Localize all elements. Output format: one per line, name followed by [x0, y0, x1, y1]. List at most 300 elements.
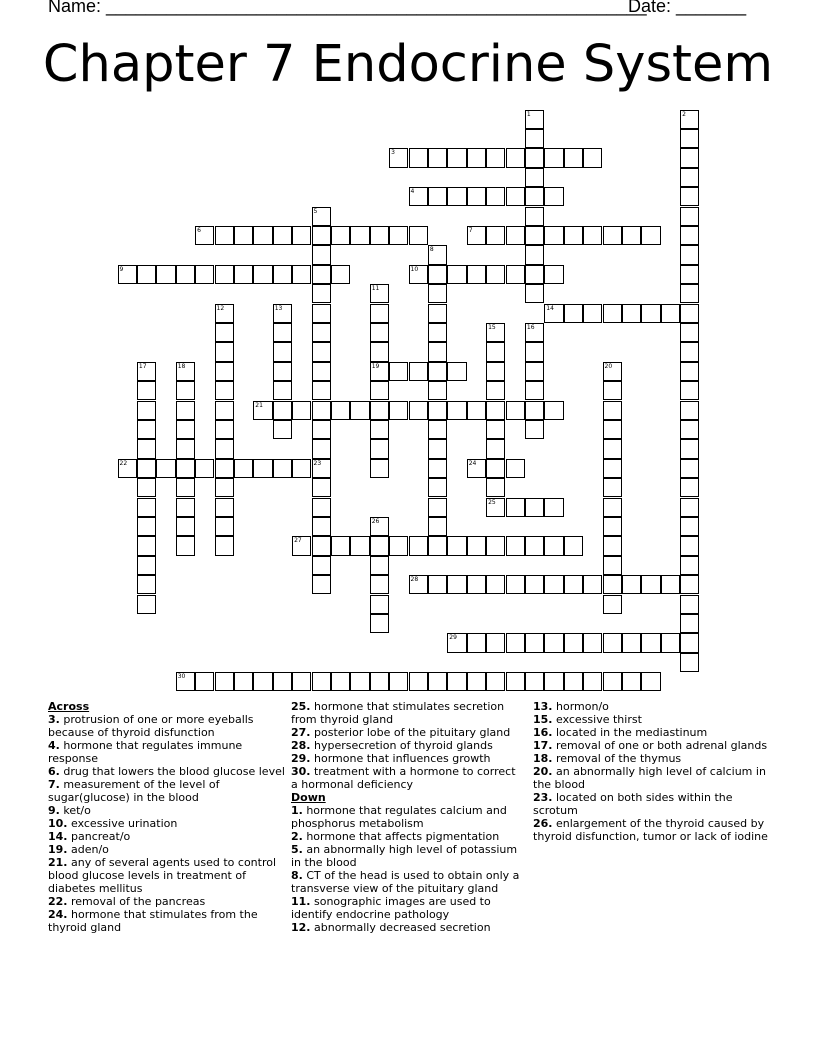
grid-cell[interactable]	[544, 536, 563, 555]
grid-cell[interactable]	[564, 575, 583, 594]
grid-cell[interactable]	[409, 187, 428, 206]
grid-cell[interactable]	[525, 323, 544, 342]
grid-cell[interactable]	[312, 517, 331, 536]
grid-cell[interactable]	[215, 362, 234, 381]
grid-cell[interactable]	[467, 672, 486, 691]
grid-cell[interactable]	[370, 614, 389, 633]
grid-cell[interactable]	[389, 536, 408, 555]
grid-cell[interactable]	[312, 226, 331, 245]
grid-cell[interactable]	[273, 226, 292, 245]
grid-cell[interactable]	[486, 536, 505, 555]
grid-cell[interactable]	[467, 536, 486, 555]
grid-cell[interactable]	[680, 517, 699, 536]
grid-cell[interactable]	[680, 595, 699, 614]
grid-cell[interactable]	[525, 187, 544, 206]
grid-cell[interactable]	[370, 459, 389, 478]
grid-cell[interactable]	[622, 672, 641, 691]
grid-cell[interactable]	[486, 226, 505, 245]
grid-cell[interactable]	[486, 439, 505, 458]
grid-cell[interactable]	[603, 226, 622, 245]
grid-cell[interactable]	[680, 245, 699, 264]
grid-cell[interactable]	[389, 672, 408, 691]
grid-cell[interactable]	[234, 226, 253, 245]
grid-cell[interactable]	[195, 672, 214, 691]
grid-cell[interactable]	[176, 265, 195, 284]
grid-cell[interactable]	[603, 595, 622, 614]
grid-cell[interactable]	[331, 265, 350, 284]
grid-cell[interactable]	[137, 459, 156, 478]
grid-cell[interactable]	[486, 342, 505, 361]
grid-cell[interactable]	[176, 478, 195, 497]
grid-cell[interactable]	[661, 575, 680, 594]
grid-cell[interactable]	[447, 575, 466, 594]
grid-cell[interactable]	[506, 498, 525, 517]
grid-cell[interactable]	[603, 459, 622, 478]
grid-cell[interactable]	[603, 304, 622, 323]
grid-cell[interactable]	[486, 148, 505, 167]
grid-cell[interactable]	[680, 575, 699, 594]
grid-cell[interactable]	[409, 148, 428, 167]
grid-cell[interactable]	[137, 556, 156, 575]
grid-cell[interactable]	[273, 459, 292, 478]
grid-cell[interactable]	[525, 129, 544, 148]
grid-cell[interactable]	[486, 265, 505, 284]
grid-cell[interactable]	[176, 401, 195, 420]
grid-cell[interactable]	[428, 536, 447, 555]
grid-cell[interactable]	[176, 517, 195, 536]
grid-cell[interactable]	[467, 633, 486, 652]
grid-cell[interactable]	[467, 459, 486, 478]
grid-cell[interactable]	[176, 536, 195, 555]
grid-cell[interactable]	[137, 381, 156, 400]
grid-cell[interactable]	[350, 536, 369, 555]
grid-cell[interactable]	[176, 672, 195, 691]
grid-cell[interactable]	[389, 148, 408, 167]
grid-cell[interactable]	[447, 672, 466, 691]
grid-cell[interactable]	[525, 168, 544, 187]
grid-cell[interactable]	[544, 265, 563, 284]
grid-cell[interactable]	[428, 439, 447, 458]
grid-cell[interactable]	[389, 226, 408, 245]
grid-cell[interactable]	[661, 633, 680, 652]
grid-cell[interactable]	[680, 653, 699, 672]
grid-cell[interactable]	[215, 498, 234, 517]
grid-cell[interactable]	[486, 672, 505, 691]
grid-cell[interactable]	[506, 536, 525, 555]
grid-cell[interactable]	[467, 265, 486, 284]
grid-cell[interactable]	[273, 342, 292, 361]
grid-cell[interactable]	[253, 401, 272, 420]
grid-cell[interactable]	[680, 187, 699, 206]
grid-cell[interactable]	[370, 595, 389, 614]
grid-cell[interactable]	[525, 207, 544, 226]
grid-cell[interactable]	[428, 672, 447, 691]
grid-cell[interactable]	[370, 304, 389, 323]
grid-cell[interactable]	[467, 401, 486, 420]
grid-cell[interactable]	[525, 110, 544, 129]
grid-cell[interactable]	[544, 226, 563, 245]
grid-cell[interactable]	[467, 148, 486, 167]
grid-cell[interactable]	[176, 420, 195, 439]
grid-cell[interactable]	[331, 401, 350, 420]
grid-cell[interactable]	[583, 575, 602, 594]
grid-cell[interactable]	[603, 556, 622, 575]
grid-cell[interactable]	[176, 439, 195, 458]
grid-cell[interactable]	[622, 633, 641, 652]
grid-cell[interactable]	[486, 323, 505, 342]
grid-cell[interactable]	[370, 517, 389, 536]
grid-cell[interactable]	[680, 478, 699, 497]
grid-cell[interactable]	[428, 498, 447, 517]
grid-cell[interactable]	[253, 226, 272, 245]
grid-cell[interactable]	[680, 110, 699, 129]
grid-cell[interactable]	[312, 420, 331, 439]
grid-cell[interactable]	[331, 226, 350, 245]
grid-cell[interactable]	[467, 575, 486, 594]
grid-cell[interactable]	[176, 498, 195, 517]
grid-cell[interactable]	[428, 148, 447, 167]
grid-cell[interactable]	[564, 672, 583, 691]
grid-cell[interactable]	[641, 633, 660, 652]
grid-cell[interactable]	[195, 265, 214, 284]
grid-cell[interactable]	[428, 459, 447, 478]
grid-cell[interactable]	[312, 362, 331, 381]
grid-cell[interactable]	[680, 148, 699, 167]
grid-cell[interactable]	[215, 226, 234, 245]
grid-cell[interactable]	[292, 672, 311, 691]
grid-cell[interactable]	[312, 245, 331, 264]
grid-cell[interactable]	[428, 517, 447, 536]
grid-cell[interactable]	[506, 187, 525, 206]
grid-cell[interactable]	[641, 672, 660, 691]
grid-cell[interactable]	[428, 478, 447, 497]
grid-cell[interactable]	[292, 265, 311, 284]
grid-cell[interactable]	[583, 304, 602, 323]
grid-cell[interactable]	[428, 304, 447, 323]
grid-cell[interactable]	[215, 478, 234, 497]
grid-cell[interactable]	[603, 536, 622, 555]
grid-cell[interactable]	[312, 536, 331, 555]
grid-cell[interactable]	[370, 381, 389, 400]
grid-cell[interactable]	[215, 459, 234, 478]
grid-cell[interactable]	[603, 420, 622, 439]
grid-cell[interactable]	[680, 498, 699, 517]
grid-cell[interactable]	[253, 672, 272, 691]
grid-cell[interactable]	[409, 226, 428, 245]
grid-cell[interactable]	[486, 498, 505, 517]
grid-cell[interactable]	[137, 517, 156, 536]
grid-cell[interactable]	[622, 304, 641, 323]
grid-cell[interactable]	[467, 226, 486, 245]
grid-cell[interactable]	[350, 401, 369, 420]
grid-cell[interactable]	[622, 226, 641, 245]
grid-cell[interactable]	[544, 498, 563, 517]
grid-cell[interactable]	[428, 575, 447, 594]
grid-cell[interactable]	[292, 226, 311, 245]
grid-cell[interactable]	[603, 498, 622, 517]
grid-cell[interactable]	[680, 284, 699, 303]
grid-cell[interactable]	[331, 672, 350, 691]
grid-cell[interactable]	[370, 439, 389, 458]
grid-cell[interactable]	[525, 536, 544, 555]
grid-cell[interactable]	[525, 420, 544, 439]
grid-cell[interactable]	[370, 575, 389, 594]
grid-cell[interactable]	[603, 401, 622, 420]
grid-cell[interactable]	[603, 672, 622, 691]
grid-cell[interactable]	[312, 284, 331, 303]
grid-cell[interactable]	[564, 304, 583, 323]
grid-cell[interactable]	[234, 459, 253, 478]
grid-cell[interactable]	[428, 401, 447, 420]
grid-cell[interactable]	[370, 362, 389, 381]
grid-cell[interactable]	[428, 284, 447, 303]
grid-cell[interactable]	[312, 498, 331, 517]
grid-cell[interactable]	[544, 187, 563, 206]
grid-cell[interactable]	[428, 381, 447, 400]
grid-cell[interactable]	[195, 226, 214, 245]
grid-cell[interactable]	[370, 284, 389, 303]
grid-cell[interactable]	[603, 439, 622, 458]
grid-cell[interactable]	[215, 536, 234, 555]
grid-cell[interactable]	[273, 265, 292, 284]
grid-cell[interactable]	[486, 187, 505, 206]
grid-cell[interactable]	[137, 420, 156, 439]
grid-cell[interactable]	[525, 633, 544, 652]
grid-cell[interactable]	[370, 672, 389, 691]
grid-cell[interactable]	[428, 323, 447, 342]
grid-cell[interactable]	[176, 381, 195, 400]
grid-cell[interactable]	[137, 265, 156, 284]
grid-cell[interactable]	[370, 323, 389, 342]
grid-cell[interactable]	[370, 536, 389, 555]
grid-cell[interactable]	[312, 459, 331, 478]
grid-cell[interactable]	[409, 672, 428, 691]
grid-cell[interactable]	[603, 633, 622, 652]
grid-cell[interactable]	[564, 148, 583, 167]
grid-cell[interactable]	[447, 401, 466, 420]
grid-cell[interactable]	[137, 401, 156, 420]
grid-cell[interactable]	[409, 265, 428, 284]
grid-cell[interactable]	[680, 323, 699, 342]
grid-cell[interactable]	[486, 381, 505, 400]
grid-cell[interactable]	[447, 265, 466, 284]
grid-cell[interactable]	[486, 401, 505, 420]
grid-cell[interactable]	[680, 401, 699, 420]
grid-cell[interactable]	[215, 304, 234, 323]
grid-cell[interactable]	[544, 148, 563, 167]
grid-cell[interactable]	[137, 575, 156, 594]
grid-cell[interactable]	[350, 672, 369, 691]
grid-cell[interactable]	[525, 381, 544, 400]
grid-cell[interactable]	[428, 420, 447, 439]
grid-cell[interactable]	[292, 536, 311, 555]
grid-cell[interactable]	[428, 362, 447, 381]
grid-cell[interactable]	[544, 304, 563, 323]
grid-cell[interactable]	[312, 342, 331, 361]
grid-cell[interactable]	[506, 265, 525, 284]
grid-cell[interactable]	[525, 245, 544, 264]
grid-cell[interactable]	[215, 265, 234, 284]
grid-cell[interactable]	[583, 148, 602, 167]
grid-cell[interactable]	[389, 401, 408, 420]
grid-cell[interactable]	[215, 381, 234, 400]
grid-cell[interactable]	[641, 304, 660, 323]
grid-cell[interactable]	[583, 633, 602, 652]
grid-cell[interactable]	[680, 342, 699, 361]
grid-cell[interactable]	[506, 401, 525, 420]
grid-cell[interactable]	[350, 226, 369, 245]
grid-cell[interactable]	[273, 381, 292, 400]
grid-cell[interactable]	[680, 207, 699, 226]
grid-cell[interactable]	[525, 265, 544, 284]
grid-cell[interactable]	[525, 401, 544, 420]
grid-cell[interactable]	[680, 362, 699, 381]
grid-cell[interactable]	[603, 575, 622, 594]
grid-cell[interactable]	[273, 362, 292, 381]
grid-cell[interactable]	[680, 556, 699, 575]
grid-cell[interactable]	[506, 575, 525, 594]
grid-cell[interactable]	[215, 323, 234, 342]
grid-cell[interactable]	[680, 381, 699, 400]
grid-cell[interactable]	[156, 265, 175, 284]
grid-cell[interactable]	[428, 342, 447, 361]
grid-cell[interactable]	[215, 517, 234, 536]
grid-cell[interactable]	[118, 459, 137, 478]
grid-cell[interactable]	[215, 439, 234, 458]
grid-cell[interactable]	[292, 401, 311, 420]
grid-cell[interactable]	[137, 478, 156, 497]
grid-cell[interactable]	[467, 187, 486, 206]
grid-cell[interactable]	[273, 420, 292, 439]
grid-cell[interactable]	[447, 148, 466, 167]
grid-cell[interactable]	[506, 226, 525, 245]
grid-cell[interactable]	[428, 265, 447, 284]
grid-cell[interactable]	[331, 536, 350, 555]
grid-cell[interactable]	[680, 459, 699, 478]
grid-cell[interactable]	[680, 304, 699, 323]
grid-cell[interactable]	[680, 536, 699, 555]
grid-cell[interactable]	[428, 245, 447, 264]
grid-cell[interactable]	[564, 226, 583, 245]
grid-cell[interactable]	[680, 265, 699, 284]
grid-cell[interactable]	[370, 556, 389, 575]
grid-cell[interactable]	[564, 633, 583, 652]
grid-cell[interactable]	[525, 342, 544, 361]
grid-cell[interactable]	[273, 304, 292, 323]
grid-cell[interactable]	[370, 226, 389, 245]
grid-cell[interactable]	[118, 265, 137, 284]
grid-cell[interactable]	[312, 478, 331, 497]
grid-cell[interactable]	[389, 362, 408, 381]
grid-cell[interactable]	[273, 401, 292, 420]
grid-cell[interactable]	[447, 536, 466, 555]
grid-cell[interactable]	[544, 401, 563, 420]
grid-cell[interactable]	[583, 672, 602, 691]
grid-cell[interactable]	[525, 672, 544, 691]
grid-cell[interactable]	[525, 284, 544, 303]
grid-cell[interactable]	[506, 459, 525, 478]
grid-cell[interactable]	[273, 672, 292, 691]
grid-cell[interactable]	[486, 478, 505, 497]
grid-cell[interactable]	[544, 672, 563, 691]
grid-cell[interactable]	[680, 439, 699, 458]
grid-cell[interactable]	[680, 614, 699, 633]
grid-cell[interactable]	[564, 536, 583, 555]
grid-cell[interactable]	[370, 342, 389, 361]
grid-cell[interactable]	[137, 536, 156, 555]
grid-cell[interactable]	[234, 672, 253, 691]
grid-cell[interactable]	[603, 478, 622, 497]
grid-cell[interactable]	[215, 342, 234, 361]
grid-cell[interactable]	[680, 420, 699, 439]
grid-cell[interactable]	[215, 672, 234, 691]
grid-cell[interactable]	[312, 672, 331, 691]
grid-cell[interactable]	[486, 633, 505, 652]
grid-cell[interactable]	[137, 498, 156, 517]
grid-cell[interactable]	[447, 362, 466, 381]
grid-cell[interactable]	[525, 148, 544, 167]
grid-cell[interactable]	[447, 633, 466, 652]
grid-cell[interactable]	[603, 517, 622, 536]
grid-cell[interactable]	[137, 595, 156, 614]
grid-cell[interactable]	[641, 226, 660, 245]
grid-cell[interactable]	[409, 575, 428, 594]
grid-cell[interactable]	[525, 226, 544, 245]
grid-cell[interactable]	[603, 362, 622, 381]
grid-cell[interactable]	[312, 575, 331, 594]
grid-cell[interactable]	[234, 265, 253, 284]
grid-cell[interactable]	[680, 129, 699, 148]
grid-cell[interactable]	[506, 672, 525, 691]
grid-cell[interactable]	[525, 362, 544, 381]
grid-cell[interactable]	[312, 304, 331, 323]
grid-cell[interactable]	[680, 168, 699, 187]
grid-cell[interactable]	[370, 420, 389, 439]
grid-cell[interactable]	[447, 187, 466, 206]
grid-cell[interactable]	[312, 439, 331, 458]
grid-cell[interactable]	[156, 459, 175, 478]
grid-cell[interactable]	[312, 556, 331, 575]
grid-cell[interactable]	[409, 362, 428, 381]
grid-cell[interactable]	[583, 226, 602, 245]
grid-cell[interactable]	[661, 304, 680, 323]
grid-cell[interactable]	[215, 401, 234, 420]
grid-cell[interactable]	[486, 459, 505, 478]
grid-cell[interactable]	[409, 536, 428, 555]
grid-cell[interactable]	[312, 323, 331, 342]
grid-cell[interactable]	[253, 459, 272, 478]
grid-cell[interactable]	[603, 381, 622, 400]
grid-cell[interactable]	[506, 633, 525, 652]
grid-cell[interactable]	[215, 420, 234, 439]
grid-cell[interactable]	[312, 401, 331, 420]
grid-cell[interactable]	[253, 265, 272, 284]
grid-cell[interactable]	[195, 459, 214, 478]
grid-cell[interactable]	[370, 401, 389, 420]
grid-cell[interactable]	[506, 148, 525, 167]
grid-cell[interactable]	[680, 633, 699, 652]
grid-cell[interactable]	[312, 265, 331, 284]
grid-cell[interactable]	[137, 439, 156, 458]
grid-cell[interactable]	[312, 381, 331, 400]
grid-cell[interactable]	[680, 226, 699, 245]
grid-cell[interactable]	[176, 459, 195, 478]
grid-cell[interactable]	[641, 575, 660, 594]
grid-cell[interactable]	[409, 401, 428, 420]
grid-cell[interactable]	[544, 633, 563, 652]
grid-cell[interactable]	[525, 498, 544, 517]
grid-cell[interactable]	[486, 362, 505, 381]
